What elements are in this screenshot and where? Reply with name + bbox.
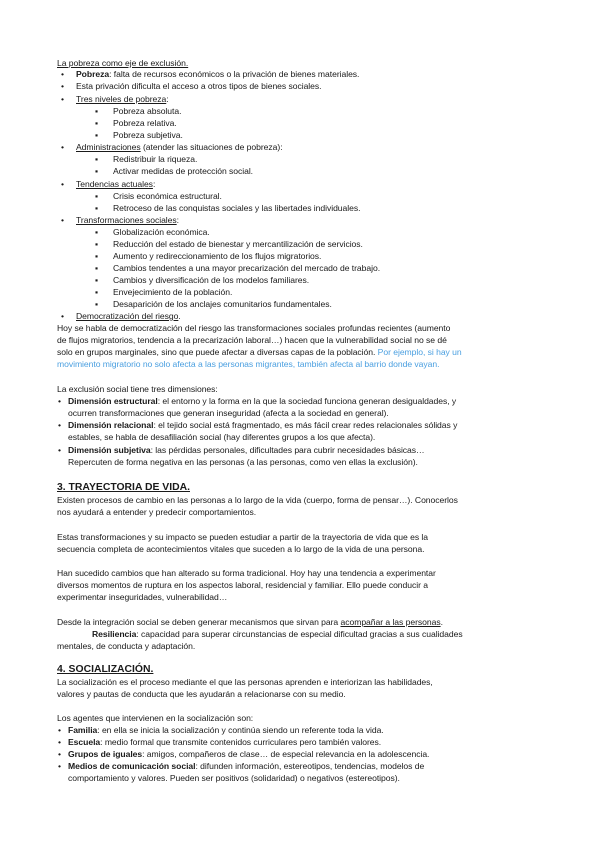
bullet-icon: ▪ (95, 275, 99, 285)
bullet-icon: • (61, 94, 65, 104)
paragraph-line: experimentar inseguridades, vulnerabilidad… (57, 592, 228, 602)
tendencias-label (76, 179, 155, 190)
section-heading-trayectoria: 3. TRAYECTORIA DE VIDA. (57, 482, 190, 493)
example-text: Por ejemplo, si hay un (375, 347, 462, 357)
term: Dimensión estructural (68, 396, 158, 406)
underlined-label: Administraciones (76, 142, 141, 152)
term: Familia (68, 725, 98, 735)
underlined-label: Transformaciones sociales (76, 215, 177, 225)
bullet-icon: ▪ (95, 227, 99, 237)
sub-list-item: Pobreza relativa. (113, 118, 177, 128)
definition-text: : amigos, compañeros de clase… de especial relevancia en la adolescencia. (142, 749, 430, 759)
period: . (440, 617, 443, 627)
underlined-label: Democratización del riesgo (76, 311, 179, 321)
dimension-item (68, 396, 456, 407)
exclusion-intro: La exclusión social tiene tres dimensiones: (57, 384, 218, 394)
paragraph-line (57, 617, 443, 628)
definition-text: : difunden información, estereotipos, tendencias, modelos de (195, 761, 425, 771)
sub-list-item: Reducción del estado de bienestar y mercantilización de servicios. (113, 239, 363, 249)
resiliencia-definition (92, 629, 463, 640)
democratizacion-label (76, 311, 181, 322)
agent-item (68, 737, 381, 748)
bullet-icon: • (58, 725, 62, 735)
sub-list-item: Envejecimiento de la población. (113, 287, 233, 297)
bullet-icon: ▪ (95, 166, 99, 176)
dimension-continuation: ocurren transformaciones que generan inseguridad (afecta a la sociedad en general). (68, 408, 389, 418)
bullet-icon: ▪ (95, 203, 99, 213)
sub-list-item: Desaparición de los anclajes comunitarios fundamentales. (113, 299, 332, 309)
underlined-phrase: acompañar a las personas (340, 617, 441, 627)
sub-list-item: Aumento y redireccionamiento de los flujos migratorios. (113, 251, 322, 261)
definition-text: : el tejido social está fragmentado, es más fácil crear redes relacionales sólidas y (153, 420, 458, 430)
sub-list-item: Cambios y diversificación de los modelos familiares. (113, 275, 310, 285)
agent-item (68, 725, 384, 736)
sub-list-item: Pobreza absoluta. (113, 106, 182, 116)
dimension-item (68, 420, 457, 431)
paragraph-line: Existen procesos de cambio en las personas a lo largo de la vida (cuerpo, forma de pensar…). Conocerlos (57, 495, 458, 505)
paragraph-line: Estas transformaciones y su impacto se pueden estudiar a partir de la trayectoria de vida que es la (57, 532, 428, 542)
bullet-icon: • (61, 81, 65, 91)
bullet-icon: ▪ (95, 191, 99, 201)
paragraph-text: Desde la integración social se deben generar mecanismos que sirvan para (57, 617, 341, 627)
agent-item (68, 749, 429, 760)
bullet-icon: ▪ (95, 287, 99, 297)
niveles-label (76, 94, 169, 105)
paragraph-line: Han sucedido cambios que han alterado su forma tradicional. Hoy hay una tendencia a experimentar (57, 568, 436, 578)
section-heading-socializacion: 4. SOCIALIZACIÓN. (57, 664, 154, 675)
period: . (178, 311, 181, 321)
sub-list-item: Activar medidas de protección social. (113, 166, 254, 176)
agent-continuation: comportamiento y valores. Pueden ser positivos (solidaridad) o negativos (estereotipos). (68, 773, 400, 783)
bullet-icon: • (58, 396, 62, 406)
term: Resiliencia (92, 629, 137, 639)
paragraph-text: solo en grupos marginales, sino que puede afectar a diversas capas de la población. (57, 347, 376, 357)
bullet-icon: ▪ (95, 263, 99, 273)
paragraph-line: mentales, de conducta y adaptación. (57, 641, 196, 651)
bullet-icon: • (58, 420, 62, 430)
term: Escuela (68, 737, 101, 747)
example-line: movimiento migratorio no solo afecta a las personas migrantes, también afecta al barrio donde vayan. (57, 359, 440, 369)
sub-list-item: Globalización económica. (113, 227, 210, 237)
paragraph-line: La socialización es el proceso mediante el que las personas aprenden e interiorizan las habilidades, (57, 677, 433, 687)
term: Dimensión subjetiva (68, 445, 151, 455)
sub-list-item: Redistribuir la riqueza. (113, 154, 198, 164)
bullet-icon: • (58, 749, 62, 759)
definition-text: : medio formal que transmite contenidos curriculares pero también valores. (100, 737, 382, 747)
sub-list-item: Pobreza subjetiva. (113, 130, 183, 140)
list-item: Esta privación dificulta el acceso a otros tipos de bienes sociales. (76, 81, 322, 91)
underlined-label: Tres niveles de pobreza (76, 94, 167, 104)
paragraph-line: valores y pautas de conducta que les ayudarán a relacionarse con su medio. (57, 689, 346, 699)
definition-text: : capacidad para superar circunstancias de especial dificultad gracias a sus cualidades (136, 629, 463, 639)
label-rest: (atender las situaciones de pobreza): (140, 142, 283, 152)
definition-text: : falta de recursos económicos o la privación de bienes materiales. (109, 69, 360, 79)
bullet-icon: ▪ (95, 130, 99, 140)
dimension-item (68, 445, 425, 456)
paragraph-line: de flujos migratorios, tendencia a la precarización laboral…) hacen que la vulnerabilidad social no se dé (57, 335, 447, 345)
bullet-icon: • (61, 69, 65, 79)
term: Pobreza (76, 69, 110, 79)
bullet-icon: ▪ (95, 154, 99, 164)
bullet-icon: ▪ (95, 118, 99, 128)
bullet-icon: • (61, 311, 65, 321)
paragraph-line: nos ayudará a entender y predecir comportamientos. (57, 507, 257, 517)
bullet-icon: • (61, 215, 65, 225)
admin-label (76, 142, 283, 153)
sub-list-item: Crisis económica estructural. (113, 191, 222, 201)
paragraph-line (57, 347, 462, 358)
sub-list-item: Retroceso de las conquistas sociales y las libertades individuales. (113, 203, 361, 213)
bullet-icon: • (61, 179, 65, 189)
paragraph-line: secuencia completa de acontecimientos vitales que suceden a lo largo de la vida de una persona. (57, 544, 425, 554)
agents-intro: Los agentes que intervienen en la socialización son: (57, 713, 254, 723)
agent-item (68, 761, 424, 772)
section-heading-pobreza: La pobreza como eje de exclusión. (57, 58, 189, 68)
dimension-continuation: Repercuten de forma negativa en las personas (a las personas, como ven ellas la exclusión). (68, 457, 418, 467)
paragraph-line: diversos momentos de ruptura en los aspectos laboral, residencial y familiar. Ello puede conducir a (57, 580, 428, 590)
bullet-icon: • (58, 737, 62, 747)
sub-list-item: Cambios tendentes a una mayor precarización del mercado de trabajo. (113, 263, 381, 273)
pobreza-definition (76, 69, 359, 80)
transformaciones-label (76, 215, 179, 226)
bullet-icon: ▪ (95, 106, 99, 116)
definition-text: : en ella se inicia la socialización y continúa siendo un referente toda la vida. (97, 725, 384, 735)
underlined-label: Tendencias actuales (76, 179, 153, 189)
dimension-continuation: estables, se habla de desafiliación social (hay diferentes grupos a los que afecta). (68, 432, 376, 442)
colon: : (152, 179, 156, 189)
term: Medios de comunicación social (68, 761, 196, 771)
term: Dimensión relacional (68, 420, 154, 430)
bullet-icon: ▪ (95, 251, 99, 261)
term: Grupos de iguales (68, 749, 143, 759)
bullet-icon: ▪ (95, 299, 99, 309)
definition-text: : el entorno y la forma en la que la sociedad funciona generan desigualdades, y (157, 396, 457, 406)
bullet-icon: • (58, 445, 62, 455)
bullet-icon: ▪ (95, 239, 99, 249)
colon: : (176, 215, 179, 225)
bullet-icon: • (61, 142, 65, 152)
bullet-icon: • (58, 761, 62, 771)
colon: : (166, 94, 169, 104)
paragraph-line: Hoy se habla de democratización del riesgo las transformaciones sociales profundas recientes (aumento (57, 323, 451, 333)
definition-text: : las pérdidas personales, dificultades para cubrir necesidades básicas… (150, 445, 425, 455)
